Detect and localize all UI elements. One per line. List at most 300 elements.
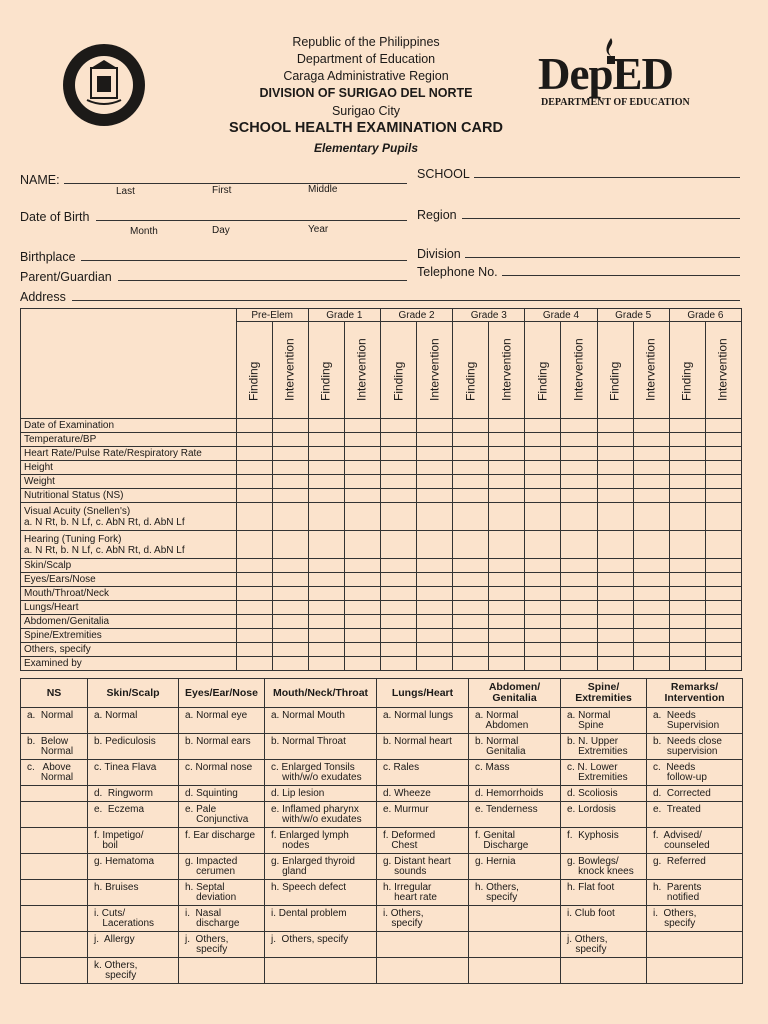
exam-entry-cell[interactable] xyxy=(561,433,597,447)
exam-entry-cell[interactable] xyxy=(705,419,741,433)
exam-entry-cell[interactable] xyxy=(272,433,308,447)
legend-cell: d. Ringworm xyxy=(88,786,179,802)
exam-entry-cell[interactable] xyxy=(344,461,380,475)
exam-entry-cell[interactable] xyxy=(272,629,308,643)
exam-entry-cell[interactable] xyxy=(489,657,525,671)
exam-entry-cell[interactable] xyxy=(489,573,525,587)
exam-entry-cell[interactable] xyxy=(380,461,416,475)
exam-entry-cell[interactable] xyxy=(561,489,597,503)
exam-entry-cell[interactable] xyxy=(453,615,489,629)
exam-entry-cell[interactable] xyxy=(669,573,705,587)
exam-entry-cell[interactable] xyxy=(633,475,669,489)
exam-entry-cell[interactable] xyxy=(705,559,741,573)
exam-entry-cell[interactable] xyxy=(633,615,669,629)
legend-table xyxy=(20,678,743,984)
legend-cell: b. N. Upper Extremities xyxy=(561,734,647,760)
exam-entry-cell[interactable] xyxy=(236,615,272,629)
exam-entry-cell[interactable] xyxy=(272,503,308,531)
exam-entry-cell[interactable] xyxy=(705,615,741,629)
exam-entry-cell[interactable] xyxy=(453,587,489,601)
card-title: SCHOOL HEALTH EXAMINATION CARD xyxy=(229,120,503,136)
exam-entry-cell[interactable] xyxy=(344,419,380,433)
exam-entry-cell[interactable] xyxy=(525,629,561,643)
exam-entry-cell[interactable] xyxy=(525,657,561,671)
exam-entry-cell[interactable] xyxy=(236,433,272,447)
legend-header: Remarks/ Intervention xyxy=(647,679,743,708)
legend-row xyxy=(21,958,743,984)
exam-entry-cell[interactable] xyxy=(453,657,489,671)
exam-entry-cell[interactable] xyxy=(453,447,489,461)
exam-entry-cell[interactable] xyxy=(344,657,380,671)
exam-entry-cell[interactable] xyxy=(308,587,344,601)
exam-entry-cell[interactable] xyxy=(561,419,597,433)
legend-cell xyxy=(469,932,561,958)
exam-entry-cell[interactable] xyxy=(561,601,597,615)
legend-cell: i. Club foot xyxy=(561,906,647,932)
legend-header: NS xyxy=(21,679,88,708)
exam-entry-cell[interactable] xyxy=(597,657,633,671)
grade-header: Grade 1 xyxy=(308,309,380,322)
exam-entry-cell[interactable] xyxy=(236,531,272,559)
exam-entry-cell[interactable] xyxy=(597,587,633,601)
exam-entry-cell[interactable] xyxy=(417,433,453,447)
exam-entry-cell[interactable] xyxy=(308,503,344,531)
exam-entry-cell[interactable] xyxy=(380,657,416,671)
exam-entry-cell[interactable] xyxy=(272,643,308,657)
exam-entry-cell[interactable] xyxy=(633,419,669,433)
exam-entry-cell[interactable] xyxy=(669,461,705,475)
exam-entry-cell[interactable] xyxy=(453,559,489,573)
exam-entry-cell[interactable] xyxy=(417,489,453,503)
legend-header: Skin/Scalp xyxy=(88,679,179,708)
legend-cell: h. Bruises xyxy=(88,880,179,906)
exam-entry-cell[interactable] xyxy=(417,615,453,629)
exam-entry-cell[interactable] xyxy=(597,433,633,447)
legend-cell: j. Allergy xyxy=(88,932,179,958)
exam-entry-cell[interactable] xyxy=(561,475,597,489)
legend-cell: d. Wheeze xyxy=(377,786,469,802)
legend-row xyxy=(21,802,743,828)
exam-entry-cell[interactable] xyxy=(308,615,344,629)
exam-entry-cell[interactable] xyxy=(236,573,272,587)
exam-entry-cell[interactable] xyxy=(705,531,741,559)
legend-cell: f. Deformed Chest xyxy=(377,828,469,854)
exam-entry-cell[interactable] xyxy=(308,573,344,587)
exam-entry-cell[interactable] xyxy=(344,573,380,587)
exam-entry-cell[interactable] xyxy=(344,615,380,629)
exam-entry-cell[interactable] xyxy=(669,433,705,447)
legend-cell: i. Cuts/ Lacerations xyxy=(88,906,179,932)
exam-entry-cell[interactable] xyxy=(633,657,669,671)
exam-entry-cell[interactable] xyxy=(236,489,272,503)
exam-entry-cell[interactable] xyxy=(597,573,633,587)
exam-row-label: Abdomen/Genitalia xyxy=(21,615,237,629)
legend-cell: h. Septal deviation xyxy=(179,880,265,906)
exam-entry-cell[interactable] xyxy=(344,475,380,489)
exam-entry-cell[interactable] xyxy=(236,503,272,531)
exam-entry-cell[interactable] xyxy=(380,573,416,587)
exam-entry-cell[interactable] xyxy=(561,657,597,671)
exam-row-label: Eyes/Ears/Nose xyxy=(21,573,237,587)
finding-label: Finding xyxy=(463,361,478,401)
exam-entry-cell[interactable] xyxy=(236,461,272,475)
exam-entry-cell[interactable] xyxy=(236,559,272,573)
exam-entry-cell[interactable] xyxy=(380,531,416,559)
exam-entry-cell[interactable] xyxy=(453,503,489,531)
exam-entry-cell[interactable] xyxy=(344,559,380,573)
exam-entry-cell[interactable] xyxy=(380,615,416,629)
legend-cell: g. Enlarged thyroid gland xyxy=(265,854,377,880)
exam-entry-cell[interactable] xyxy=(669,531,705,559)
exam-entry-cell[interactable] xyxy=(705,447,741,461)
exam-entry-cell[interactable] xyxy=(489,489,525,503)
exam-entry-cell[interactable] xyxy=(525,587,561,601)
exam-entry-cell[interactable] xyxy=(380,489,416,503)
exam-entry-cell[interactable] xyxy=(525,461,561,475)
exam-entry-cell[interactable] xyxy=(489,587,525,601)
legend-cell xyxy=(21,958,88,984)
legend-cell: i. Others, specify xyxy=(377,906,469,932)
exam-entry-cell[interactable] xyxy=(669,601,705,615)
dob-field[interactable] xyxy=(96,220,407,221)
exam-entry-cell[interactable] xyxy=(705,573,741,587)
exam-entry-cell[interactable] xyxy=(308,657,344,671)
exam-entry-cell[interactable] xyxy=(705,461,741,475)
address-field[interactable] xyxy=(72,300,740,301)
exam-entry-cell[interactable] xyxy=(597,643,633,657)
exam-entry-cell[interactable] xyxy=(344,433,380,447)
exam-entry-cell[interactable] xyxy=(453,419,489,433)
exam-entry-cell[interactable] xyxy=(344,503,380,531)
exam-entry-cell[interactable] xyxy=(705,587,741,601)
exam-entry-cell[interactable] xyxy=(236,657,272,671)
exam-entry-cell[interactable] xyxy=(417,475,453,489)
exam-entry-cell[interactable] xyxy=(272,489,308,503)
legend-cell: h. Speech defect xyxy=(265,880,377,906)
exam-entry-cell[interactable] xyxy=(669,629,705,643)
legend-cell xyxy=(377,958,469,984)
exam-entry-cell[interactable] xyxy=(417,657,453,671)
exam-entry-cell[interactable] xyxy=(380,643,416,657)
exam-entry-cell[interactable] xyxy=(308,531,344,559)
exam-entry-cell[interactable] xyxy=(272,657,308,671)
exam-entry-cell[interactable] xyxy=(561,643,597,657)
intervention-column-header xyxy=(705,322,741,419)
exam-entry-cell[interactable] xyxy=(669,643,705,657)
legend-cell: g. Hernia xyxy=(469,854,561,880)
exam-entry-cell[interactable] xyxy=(561,461,597,475)
exam-entry-cell[interactable] xyxy=(308,461,344,475)
exam-entry-cell[interactable] xyxy=(308,629,344,643)
exam-entry-cell[interactable] xyxy=(236,601,272,615)
exam-entry-cell[interactable] xyxy=(561,615,597,629)
legend-cell xyxy=(21,828,88,854)
last-label: Last xyxy=(116,186,135,197)
exam-entry-cell[interactable] xyxy=(380,433,416,447)
exam-entry-cell[interactable] xyxy=(597,531,633,559)
first-label: First xyxy=(212,185,232,196)
birthplace-field[interactable] xyxy=(81,260,407,261)
exam-entry-cell[interactable] xyxy=(525,615,561,629)
exam-entry-cell[interactable] xyxy=(633,489,669,503)
exam-entry-cell[interactable] xyxy=(597,461,633,475)
exam-entry-cell[interactable] xyxy=(669,657,705,671)
intervention-column-header xyxy=(489,322,525,419)
exam-entry-cell[interactable] xyxy=(669,475,705,489)
division-field[interactable] xyxy=(465,257,740,258)
exam-entry-cell[interactable] xyxy=(633,643,669,657)
exam-entry-cell[interactable] xyxy=(272,475,308,489)
telephone-field[interactable] xyxy=(502,275,740,276)
exam-entry-cell[interactable] xyxy=(417,447,453,461)
finding-label: Finding xyxy=(391,361,405,401)
exam-entry-cell[interactable] xyxy=(669,489,705,503)
dob-label: Date of Birth xyxy=(20,210,90,224)
exam-entry-cell[interactable] xyxy=(633,601,669,615)
exam-entry-cell[interactable] xyxy=(525,475,561,489)
legend-cell: b. Normal Throat xyxy=(265,734,377,760)
exam-entry-cell[interactable] xyxy=(344,643,380,657)
exam-entry-cell[interactable] xyxy=(272,447,308,461)
exam-entry-cell[interactable] xyxy=(453,601,489,615)
legend-cell: j. Others, specify xyxy=(265,932,377,958)
legend-cell: g. Distant heart sounds xyxy=(377,854,469,880)
legend-row xyxy=(21,854,743,880)
exam-entry-cell[interactable] xyxy=(489,419,525,433)
region-field[interactable] xyxy=(462,218,740,219)
exam-entry-cell[interactable] xyxy=(669,503,705,531)
exam-entry-cell[interactable] xyxy=(597,447,633,461)
middle-label: Middle xyxy=(308,184,338,195)
exam-entry-cell[interactable] xyxy=(597,559,633,573)
exam-entry-cell[interactable] xyxy=(597,503,633,531)
exam-entry-cell[interactable] xyxy=(417,587,453,601)
exam-entry-cell[interactable] xyxy=(705,601,741,615)
legend-cell: e. Treated xyxy=(647,802,743,828)
exam-entry-cell[interactable] xyxy=(453,489,489,503)
exam-entry-cell[interactable] xyxy=(417,629,453,643)
exam-entry-cell[interactable] xyxy=(705,475,741,489)
exam-entry-cell[interactable] xyxy=(597,489,633,503)
parent-field[interactable] xyxy=(118,280,407,281)
exam-entry-cell[interactable] xyxy=(380,601,416,615)
exam-entry-cell[interactable] xyxy=(597,615,633,629)
exam-row xyxy=(21,587,742,601)
name-field[interactable] xyxy=(64,183,407,184)
intervention-column-header xyxy=(272,322,308,419)
exam-entry-cell[interactable] xyxy=(633,587,669,601)
exam-entry-cell[interactable] xyxy=(525,643,561,657)
exam-entry-cell[interactable] xyxy=(380,629,416,643)
grade-header: Pre-Elem xyxy=(236,309,308,322)
exam-entry-cell[interactable] xyxy=(453,573,489,587)
intervention-column-header xyxy=(633,322,669,419)
exam-entry-cell[interactable] xyxy=(597,601,633,615)
exam-entry-cell[interactable] xyxy=(308,559,344,573)
exam-entry-cell[interactable] xyxy=(489,475,525,489)
exam-entry-cell[interactable] xyxy=(525,573,561,587)
year-label: Year xyxy=(308,224,329,235)
finding-column-header xyxy=(453,322,489,419)
exam-entry-cell[interactable] xyxy=(417,559,453,573)
legend-row xyxy=(21,906,743,932)
exam-entry-cell[interactable] xyxy=(453,475,489,489)
exam-entry-cell[interactable] xyxy=(489,447,525,461)
exam-entry-cell[interactable] xyxy=(525,601,561,615)
exam-entry-cell[interactable] xyxy=(453,433,489,447)
exam-entry-cell[interactable] xyxy=(344,531,380,559)
exam-entry-cell[interactable] xyxy=(633,433,669,447)
exam-entry-cell[interactable] xyxy=(633,447,669,461)
legend-cell xyxy=(179,958,265,984)
exam-entry-cell[interactable] xyxy=(705,629,741,643)
exam-entry-cell[interactable] xyxy=(705,657,741,671)
exam-entry-cell[interactable] xyxy=(344,447,380,461)
exam-entry-cell[interactable] xyxy=(561,629,597,643)
legend-cell: c. Enlarged Tonsils with/w/o exudates xyxy=(265,760,377,786)
legend-row xyxy=(21,932,743,958)
exam-entry-cell[interactable] xyxy=(417,531,453,559)
exam-entry-cell[interactable] xyxy=(669,587,705,601)
exam-entry-cell[interactable] xyxy=(561,447,597,461)
exam-entry-cell[interactable] xyxy=(344,489,380,503)
exam-entry-cell[interactable] xyxy=(453,643,489,657)
exam-row xyxy=(21,643,742,657)
exam-entry-cell[interactable] xyxy=(236,419,272,433)
exam-entry-cell[interactable] xyxy=(380,503,416,531)
finding-column-header xyxy=(525,322,561,419)
exam-entry-cell[interactable] xyxy=(344,587,380,601)
exam-entry-cell[interactable] xyxy=(453,629,489,643)
exam-entry-cell[interactable] xyxy=(236,629,272,643)
exam-entry-cell[interactable] xyxy=(380,559,416,573)
exam-entry-cell[interactable] xyxy=(453,461,489,475)
birthplace-label: Birthplace xyxy=(20,250,76,264)
exam-entry-cell[interactable] xyxy=(525,419,561,433)
exam-entry-cell[interactable] xyxy=(236,587,272,601)
exam-entry-cell[interactable] xyxy=(633,629,669,643)
exam-entry-cell[interactable] xyxy=(272,419,308,433)
exam-entry-cell[interactable] xyxy=(633,503,669,531)
exam-entry-cell[interactable] xyxy=(272,573,308,587)
exam-entry-cell[interactable] xyxy=(489,461,525,475)
exam-entry-cell[interactable] xyxy=(417,461,453,475)
school-field[interactable] xyxy=(474,177,740,178)
exam-entry-cell[interactable] xyxy=(272,587,308,601)
exam-entry-cell[interactable] xyxy=(525,503,561,531)
exam-entry-cell[interactable] xyxy=(597,419,633,433)
exam-entry-cell[interactable] xyxy=(272,559,308,573)
exam-entry-cell[interactable] xyxy=(633,559,669,573)
exam-entry-cell[interactable] xyxy=(705,503,741,531)
exam-entry-cell[interactable] xyxy=(633,573,669,587)
exam-entry-cell[interactable] xyxy=(633,461,669,475)
exam-entry-cell[interactable] xyxy=(669,447,705,461)
grid-corner xyxy=(21,309,237,419)
exam-entry-cell[interactable] xyxy=(308,447,344,461)
exam-entry-cell[interactable] xyxy=(380,587,416,601)
division-heading: DIVISION OF SURIGAO DEL NORTE xyxy=(259,86,473,100)
exam-entry-cell[interactable] xyxy=(236,447,272,461)
exam-entry-cell[interactable] xyxy=(669,419,705,433)
exam-entry-cell[interactable] xyxy=(561,559,597,573)
exam-entry-cell[interactable] xyxy=(561,531,597,559)
exam-entry-cell[interactable] xyxy=(417,419,453,433)
exam-entry-cell[interactable] xyxy=(489,531,525,559)
legend-cell: i. Others, specify xyxy=(647,906,743,932)
exam-entry-cell[interactable] xyxy=(489,433,525,447)
exam-entry-cell[interactable] xyxy=(525,559,561,573)
header-line-1: Republic of the Philippines xyxy=(292,35,440,49)
exam-entry-cell[interactable] xyxy=(308,433,344,447)
exam-entry-cell[interactable] xyxy=(417,573,453,587)
exam-entry-cell[interactable] xyxy=(489,629,525,643)
exam-entry-cell[interactable] xyxy=(705,643,741,657)
legend-cell: b. Normal Genitalia xyxy=(469,734,561,760)
exam-entry-cell[interactable] xyxy=(489,643,525,657)
exam-entry-cell[interactable] xyxy=(272,601,308,615)
legend-cell: f. Impetigo/ boil xyxy=(88,828,179,854)
exam-entry-cell[interactable] xyxy=(344,601,380,615)
exam-entry-cell[interactable] xyxy=(344,629,380,643)
exam-entry-cell[interactable] xyxy=(308,601,344,615)
exam-entry-cell[interactable] xyxy=(633,531,669,559)
exam-entry-cell[interactable] xyxy=(417,503,453,531)
exam-entry-cell[interactable] xyxy=(417,643,453,657)
legend-cell xyxy=(469,906,561,932)
exam-entry-cell[interactable] xyxy=(272,461,308,475)
exam-entry-cell[interactable] xyxy=(525,433,561,447)
exam-entry-cell[interactable] xyxy=(489,503,525,531)
exam-row xyxy=(21,475,742,489)
finding-column-header xyxy=(308,322,344,419)
legend-cell: a. Normal lungs xyxy=(377,708,469,734)
exam-entry-cell[interactable] xyxy=(308,419,344,433)
exam-entry-cell[interactable] xyxy=(705,489,741,503)
exam-entry-cell[interactable] xyxy=(417,601,453,615)
exam-entry-cell[interactable] xyxy=(561,503,597,531)
exam-entry-cell[interactable] xyxy=(561,573,597,587)
intervention-column-header xyxy=(417,322,453,419)
exam-entry-cell[interactable] xyxy=(561,587,597,601)
exam-entry-cell[interactable] xyxy=(308,643,344,657)
exam-entry-cell[interactable] xyxy=(380,475,416,489)
exam-entry-cell[interactable] xyxy=(236,643,272,657)
legend-row xyxy=(21,880,743,906)
exam-entry-cell[interactable] xyxy=(669,615,705,629)
exam-entry-cell[interactable] xyxy=(525,531,561,559)
exam-row-label: Visual Acuity (Snellen's) a. N Rt, b. N Lf, c. AbN Rt, d. AbN Lf xyxy=(21,503,237,531)
exam-entry-cell[interactable] xyxy=(669,559,705,573)
exam-row-label: Others, specify xyxy=(21,643,237,657)
exam-entry-cell[interactable] xyxy=(597,475,633,489)
exam-entry-cell[interactable] xyxy=(236,475,272,489)
exam-entry-cell[interactable] xyxy=(489,601,525,615)
exam-entry-cell[interactable] xyxy=(525,489,561,503)
exam-entry-cell[interactable] xyxy=(272,615,308,629)
exam-entry-cell[interactable] xyxy=(272,531,308,559)
exam-entry-cell[interactable] xyxy=(525,447,561,461)
exam-entry-cell[interactable] xyxy=(308,475,344,489)
exam-entry-cell[interactable] xyxy=(380,419,416,433)
exam-entry-cell[interactable] xyxy=(489,559,525,573)
exam-entry-cell[interactable] xyxy=(453,531,489,559)
exam-entry-cell[interactable] xyxy=(380,447,416,461)
exam-entry-cell[interactable] xyxy=(308,489,344,503)
exam-entry-cell[interactable] xyxy=(489,615,525,629)
exam-entry-cell[interactable] xyxy=(597,629,633,643)
exam-entry-cell[interactable] xyxy=(705,433,741,447)
